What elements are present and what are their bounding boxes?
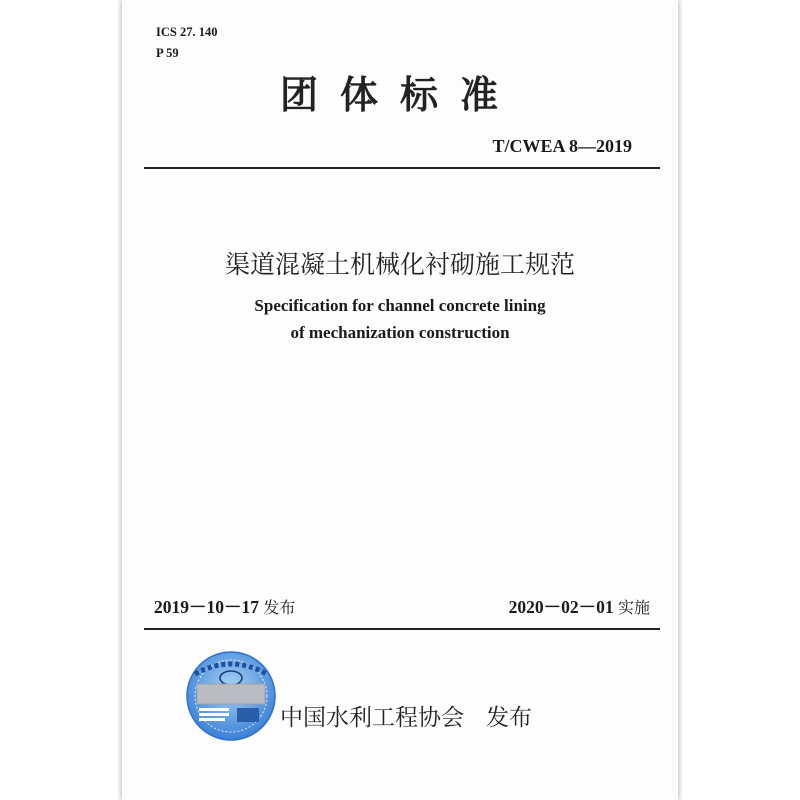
ics-code: ICS 27. 140	[156, 25, 218, 39]
top-divider	[144, 167, 660, 169]
ccs-code: P 59	[156, 46, 179, 60]
publisher-line	[280, 699, 532, 732]
issue-date-line	[154, 594, 295, 619]
publish-label: 发布	[486, 705, 532, 731]
classification-codes	[156, 22, 217, 64]
title-chinese: 渠道混凝土机械化衬砌施工规范	[224, 250, 575, 279]
issue-label: 发布	[263, 598, 296, 617]
bottom-divider	[144, 628, 660, 630]
publisher-name: 中国水利工程协会	[280, 705, 464, 731]
standard-number: T/CWEA 8—2019	[492, 136, 632, 156]
effective-date: 2020－02－01	[508, 597, 614, 617]
effective-label: 实施	[617, 598, 650, 617]
standard-cover	[122, 0, 678, 800]
effective-date-line	[509, 594, 650, 619]
title-english-line-1: Specification for channel concrete lining	[254, 296, 546, 315]
title-english	[122, 292, 678, 346]
group-standard-heading: 团体标准	[279, 73, 520, 117]
anti-counterfeit-seal-icon	[185, 650, 277, 742]
title-english-line-2: of mechanization construction	[290, 323, 510, 342]
issue-date: 2019－10－17	[154, 597, 259, 617]
